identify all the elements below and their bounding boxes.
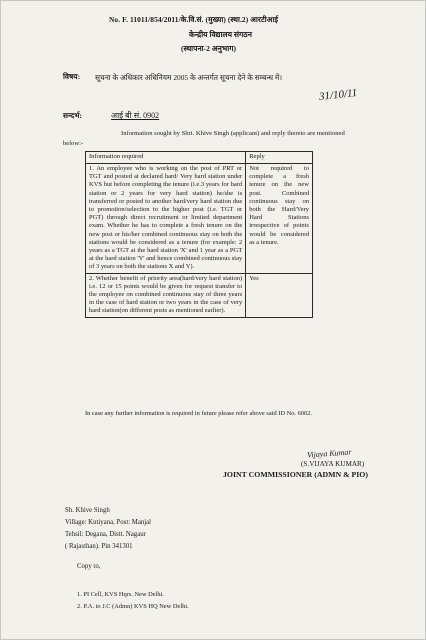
information-table — [85, 151, 313, 318]
addressee-tehsil: Tehsil: Degana, Distt. Nagaur — [65, 531, 146, 538]
organization-name: केन्द्रीय विद्यालय संगठन — [189, 30, 252, 39]
addressee-state-pin: ( Rajasthan). Pin 341301 — [65, 543, 133, 550]
handwritten-signature: Vijaya Kumar — [306, 447, 352, 460]
table-header-row — [86, 152, 313, 164]
header-information-required: Information required — [86, 152, 246, 164]
copy-item: 2. P.A. to J.C (Admn) KVS HQ New Delhi. — [77, 603, 189, 610]
signatory-title: JOINT COMMISSIONER (ADMN & PIO) — [223, 470, 368, 479]
subject-label: विषय: — [63, 72, 81, 81]
question-cell: 2. Whether benefit of priority area(hard/very hard station) i.e. 12 or 15 points would be given for request transfer to the employee on combined continuous stay of three years in the case of hard station or two years in the case of very hard station(on different posts as mentioned earlier). — [86, 273, 246, 317]
copy-item: 1. PI Cell, KVS Hqrs. New Delhi. — [77, 591, 164, 598]
table-row — [86, 164, 313, 274]
closing-note: In case any further information is required in future please refer above said ID No. 6002. — [85, 410, 312, 417]
file-number: No. F. 11011/854/2011/के.वि.सं. (मुख्या) (स्था.2) आरटीआई — [109, 15, 279, 24]
reference-label: सन्दर्भ: — [63, 111, 82, 120]
table-row — [86, 273, 313, 317]
section-name: (स्थापना-2 अनुभाग) — [181, 44, 236, 53]
copy-to-label: Copy to, — [77, 563, 101, 570]
reference-value: आई बी सं. 0902 — [111, 111, 160, 120]
handwritten-date: 31/10/11 — [318, 87, 358, 103]
reply-cell: Not required to complete a fresh tenure on the new post. Combined continuous stay on both the Hard/Very Hard Stations irrespective of points would be considered as a tenure. — [246, 164, 313, 274]
addressee-name: Sh. Khive Singh — [65, 507, 110, 514]
addressee-village: Village: Kutiyana, Post: Manjal — [65, 519, 152, 526]
signatory-name: (S.VIJAYA KUMAR) — [301, 460, 365, 468]
subject-text: सूचना के अधिकार अधिनियम 2005 के अन्तर्गत सूचना देने के सम्बन्ध में। — [95, 73, 283, 82]
question-cell: 1. An employee who is working on the post of PRT or TGT and posted at declared hard/ Very hard station under KVS but before completing the tenure (i.e.3 years for hard station or 2 years for very hard station) he/she is transferred or posted to another hard/very hard station due to promotion/selection to the higher post (i.e. TGT or PGT) through direct recruitment or limited department exam. Whether he has to complete a fresh tenure on the new post or his/her combined continuous stay on both the stations would be considered as a tenure (for example: 2 years as a TGT at the hard station 'X' and 1 year as a PGT at the hard station 'Y' and hence combined continuous stay of 3 years on both the stations X and Y). — [86, 164, 246, 274]
reply-cell: Yes — [246, 273, 313, 317]
intro-paragraph: Information sought by Shri. Khive Singh (applicant) and reply thereto are mentioned below:- — [63, 130, 345, 147]
header-reply: Reply — [246, 152, 313, 164]
